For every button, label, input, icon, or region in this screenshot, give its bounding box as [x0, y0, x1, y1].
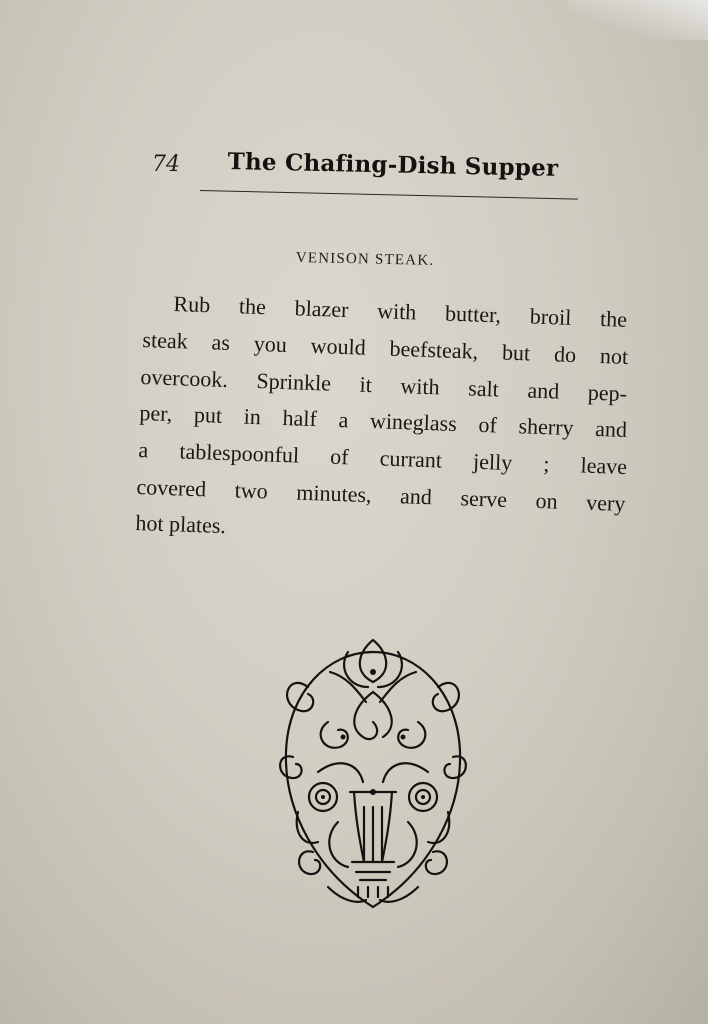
running-head-title: The Chafing-Dish Supper [227, 148, 559, 182]
floral-vase-ornament-icon [268, 632, 478, 917]
recipe-line: a tablespoonful of currant jelly ; leave [138, 437, 628, 480]
page-number: 74 [152, 152, 180, 177]
recipe-line: steak as you would beefsteak, but do not [142, 327, 629, 369]
recipe-line: hot plates. [135, 510, 227, 539]
recipe-line: covered two minutes, and serve on very [136, 474, 626, 517]
recipe-title: VENISON STEAK. [295, 250, 435, 269]
page-corner-highlight [568, 0, 708, 40]
header-rule [200, 190, 578, 200]
recipe-line: overcook. Sprinkle it with salt and pep- [140, 364, 628, 406]
recipe-line: Rub the blazer with butter, broil the [173, 291, 628, 332]
recipe-line: per, put in half a wineglass of sherry and [139, 400, 628, 443]
